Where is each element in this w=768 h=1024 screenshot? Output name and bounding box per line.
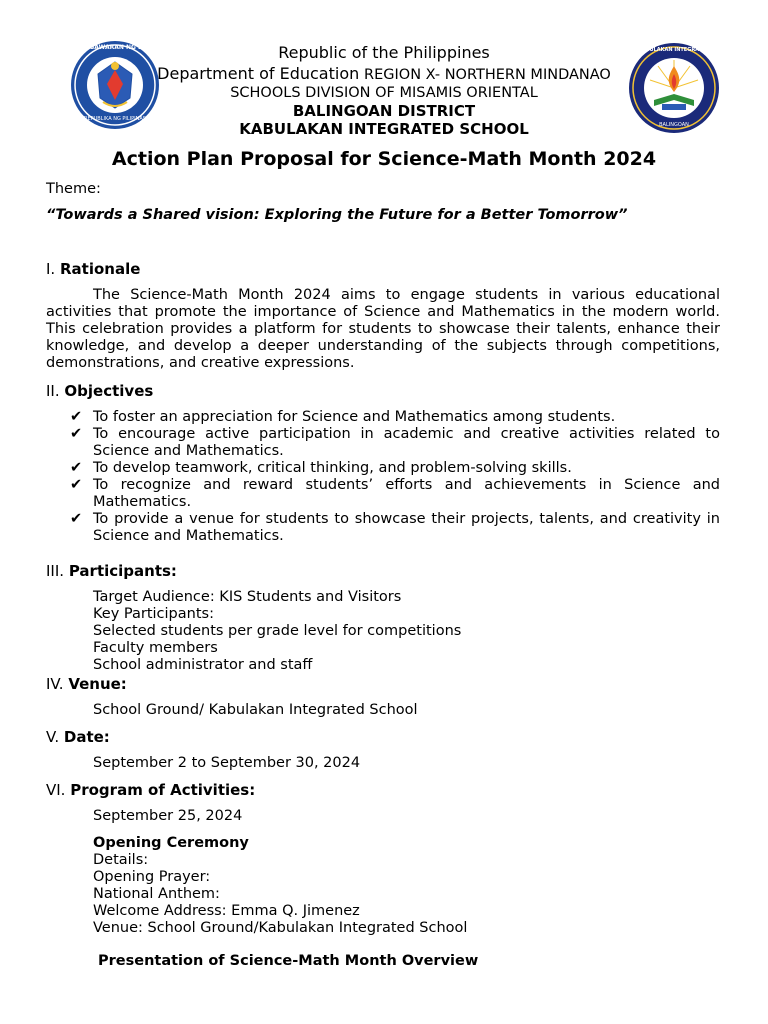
check-icon: ✔	[70, 426, 83, 442]
header-deped: Department of Education	[157, 64, 360, 83]
rationale-body: The Science-Math Month 2024 aims to engage students in various educational activities that promote the importance of Science and Mathematics in the modern world. This celebration provides a platform for students to showcase their talents, enhance their knowledge, and develop a deeper understanding of the subjects through competitions, demonstrations, and creative expressions.	[46, 287, 720, 371]
venue-num: IV.	[46, 675, 64, 693]
venue-text: School Ground/ Kabulakan Integrated School	[93, 702, 418, 718]
opening-line: Venue: School Ground/Kabulakan Integrated School	[93, 920, 468, 936]
check-icon: ✔	[70, 409, 83, 425]
objective-text: To develop teamwork, critical thinking, and problem-solving skills.	[93, 460, 572, 476]
theme-label: Theme:	[46, 181, 101, 197]
opening-line: Details:	[93, 852, 149, 868]
date-heading	[46, 728, 110, 746]
program-date: September 25, 2024	[93, 808, 243, 824]
objective-item	[70, 511, 720, 545]
participants-title: Participants:	[68, 562, 177, 580]
page-title: Action Plan Proposal for Science-Math Month 2024	[111, 148, 657, 170]
date-title: Date:	[63, 728, 110, 746]
kis-bottom-text: BALINGOAN	[659, 122, 689, 128]
header-school: KABULAKAN INTEGRATED SCHOOL	[239, 120, 529, 138]
opening-ceremony-heading: Opening Ceremony	[93, 835, 249, 851]
participants-line: Target Audience: KIS Students and Visitors	[93, 589, 402, 605]
check-icon: ✔	[70, 511, 83, 527]
participants-num: III.	[46, 562, 65, 580]
opening-line: Welcome Address: Emma Q. Jimenez	[93, 903, 360, 919]
objective-text: To encourage active participation in academic and creative activities related to Science and Mathematics.	[93, 426, 720, 459]
objectives-title: Objectives	[64, 382, 154, 400]
header-division: SCHOOLS DIVISION OF MISAMIS ORIENTAL	[230, 85, 538, 101]
venue-heading	[46, 675, 127, 693]
objective-item	[70, 409, 720, 426]
participants-line: Key Participants:	[93, 606, 214, 622]
rationale-num: I.	[46, 260, 56, 278]
objective-text: To recognize and reward students’ efforts and achievements in Science and Mathematics.	[93, 477, 720, 510]
participants-line: School administrator and staff	[93, 657, 313, 673]
presentation-heading: Presentation of Science-Math Month Overview	[98, 953, 479, 969]
rationale-title: Rationale	[59, 260, 141, 278]
objective-item	[70, 477, 720, 511]
objectives-list	[70, 409, 720, 545]
header-district: BALINGOAN DISTRICT	[292, 102, 476, 120]
objectives-num: II.	[46, 382, 60, 400]
opening-line: National Anthem:	[93, 886, 220, 902]
participants-line: Selected students per grade level for competitions	[93, 623, 462, 639]
objective-text: To foster an appreciation for Science and Mathematics among students.	[93, 409, 616, 425]
venue-title: Venue:	[68, 675, 127, 693]
theme-text: “Towards a Shared vision: Exploring the Future for a Better Tomorrow”	[46, 207, 628, 223]
rationale-heading	[46, 260, 140, 278]
date-text: September 2 to September 30, 2024	[93, 755, 361, 771]
check-icon: ✔	[70, 460, 83, 476]
objectives-heading	[46, 382, 153, 400]
header-deped-region	[0, 65, 768, 84]
program-num: VI.	[46, 781, 66, 799]
objective-item	[70, 460, 720, 477]
participants-heading	[46, 562, 177, 580]
participants-line: Faculty members	[93, 640, 218, 656]
objective-text: To provide a venue for students to showcase their projects, talents, and creativity in Science and Mathematics.	[93, 511, 720, 544]
program-title: Program of Activities:	[70, 781, 256, 799]
objective-item	[70, 426, 720, 460]
deped-ring-text: KAGAWARAN NG EDUKASYON	[80, 44, 180, 51]
check-icon: ✔	[70, 477, 83, 493]
program-heading	[46, 781, 255, 799]
deped-bottom-text: REPUBLIKA NG PILIPINAS	[84, 116, 146, 122]
kis-ring-text: KABULAKAN INTEGRATED SCHOOL	[638, 47, 735, 53]
opening-line: Opening Prayer:	[93, 869, 211, 885]
date-num: V.	[46, 728, 60, 746]
header-republic: Republic of the Philippines	[278, 43, 490, 62]
header-region: REGION X- NORTHERN MINDANAO	[364, 67, 611, 83]
